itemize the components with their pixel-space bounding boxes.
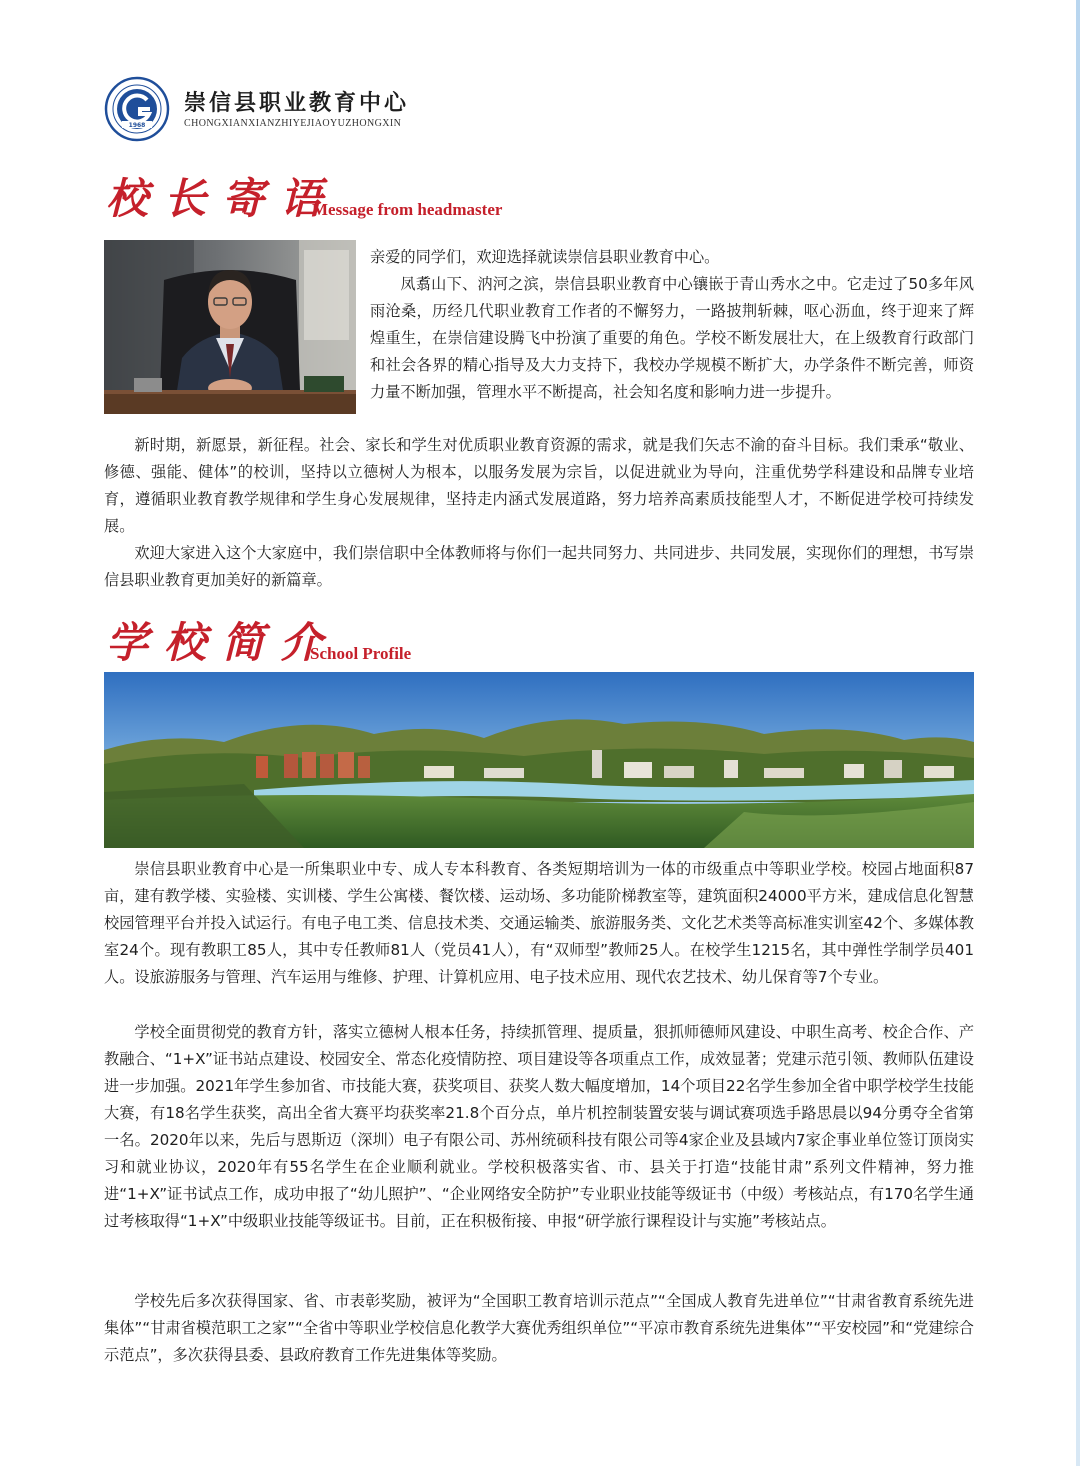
page-header xyxy=(104,76,524,140)
profile-title-zh: 学校简介 xyxy=(106,618,339,667)
profile-section-heading xyxy=(106,610,506,670)
headmaster-section-heading xyxy=(106,166,566,226)
headmaster-paragraph-3: 欢迎大家进入这个大家庭中，我们崇信职中全体教师将与你们一起共同努力、共同进步、共同发展，实现你们的理想，书写崇信县职业教育更加美好的新篇章。 xyxy=(104,544,974,589)
school-logo xyxy=(104,76,170,142)
logo-year: 1968 xyxy=(128,122,146,129)
org-pinyin: CHONGXIANXIANZHIYEJIAOYUZHONGXIN xyxy=(184,118,402,129)
page-edge-strip xyxy=(1076,0,1080,1466)
org-name: 崇信县职业教育中心 xyxy=(184,90,410,116)
profile-paragraph-1: 崇信县职业教育中心是一所集职业中专、成人专本科教育、各类短期培训为一体的市级重点中等职业学校。校园占地面积87亩，建有教学楼、实验楼、实训楼、学生公寓楼、餐饮楼、运动场、多功能阶梯教室等，建筑面积24000平方米，建成信息化智慧校园管理平台并投入试运行。有电子电工类、信息技术类、交通运输类、旅游服务类、文化艺术类等高标准实训室42个、多媒体教室24个。现有教职工85人，其中专任教师81人（党员41人），有“双师型”教师25人。在校学生1215名，其中弹性学制学员401人。设旅游服务与管理、汽车运用与维修、护理、计算机应用、电子技术应用、现代农艺技术、幼儿保育等7个专业。 xyxy=(104,860,974,986)
headmaster-paragraph-1: 凤翥山下、汭河之滨，崇信县职业教育中心镶嵌于青山秀水之中。它走过了50多年风雨沧桑，历经几代职业教育工作者的不懈努力，一路披荆斩棘，呕心沥血，终于迎来了辉煌重生，在崇信建设腾飞中扮演了重要的角色。学校不断发展壮大，在上级教育行政部门和社会各界的精心指导及大力支持下，我校办学规模不断扩大，办学条件不断完善，师资力量不断加强，管理水平不断提高，社会知名度和影响力进一步提升。 xyxy=(370,275,974,401)
campus-panorama-photo xyxy=(104,672,974,848)
profile-title-en: School Profile xyxy=(310,644,412,663)
headmaster-title-zh: 校长寄语 xyxy=(106,174,339,223)
headmaster-title-en: Message from headmaster xyxy=(312,200,503,219)
profile-paragraph-2: 学校全面贯彻党的教育方针，落实立德树人根本任务，持续抓管理、提质量，狠抓师德师风建设、中职生高考、校企合作、产教融合、“1+X”证书站点建设、校园安全、常态化疫情防控、项目建设等各项重点工作，成效显著；党建示范引领、教师队伍建设进一步加强。2021年学生参加省、市技能大赛，获奖项目、获奖人数大幅度增加，14个项目22名学生参加全省中职学校学生技能大赛，有18名学生获奖，高出全省大赛平均获奖率21.8个百分点，单片机控制装置安装与调试赛项选手路思晨以94分勇夺全省第一名。2020年以来，先后与恩斯迈（深圳）电子有限公司、苏州统硕科技有限公司等4家企业及县域内7家企事业单位签订顶岗实习和就业协议，2020年有55名学生在企业顺利就业。学校积极落实省、市、县关于打造“技能甘肃”系列文件精神，努力推进“1+X”证书试点工作，成功申报了“幼儿照护”、“企业网络安全防护”专业职业技能等级证书（中级）考核站点，有170名学生通过考核取得“1+X”中级职业技能等级证书。目前，正在积极衔接、申报“研学旅行课程设计与实施”考核站点。 xyxy=(104,1023,974,1230)
headmaster-paragraph-2: 新时期，新愿景，新征程。社会、家长和学生对优质职业教育资源的需求，就是我们矢志不渝的奋斗目标。我们秉承“敬业、修德、强能、健体”的校训，坚持以立德树人为根本，以服务发展为宗旨，以促进就业为导向，注重优势学科建设和品牌专业培育，遵循职业教育教学规律和学生身心发展规律，坚持走内涵式发展道路，努力培养高素质技能型人才，不断促进学校可持续发展。 xyxy=(104,436,974,535)
headmaster-photo xyxy=(104,240,356,414)
headmaster-greeting: 亲爱的同学们，欢迎选择就读崇信县职业教育中心。 xyxy=(370,248,720,266)
profile-paragraph-3: 学校先后多次获得国家、省、市表彰奖励，被评为“全国职工教育培训示范点”“全国成人教育先进单位”“甘肃省教育系统先进集体”“甘肃省模范职工之家”“全省中等职业学校信息化教学大赛优秀组织单位”“平凉市教育系统先进集体”“平安校园”和“党建综合示范点”，多次获得县委、县政府教育工作先进集体等奖励。 xyxy=(104,1292,974,1364)
